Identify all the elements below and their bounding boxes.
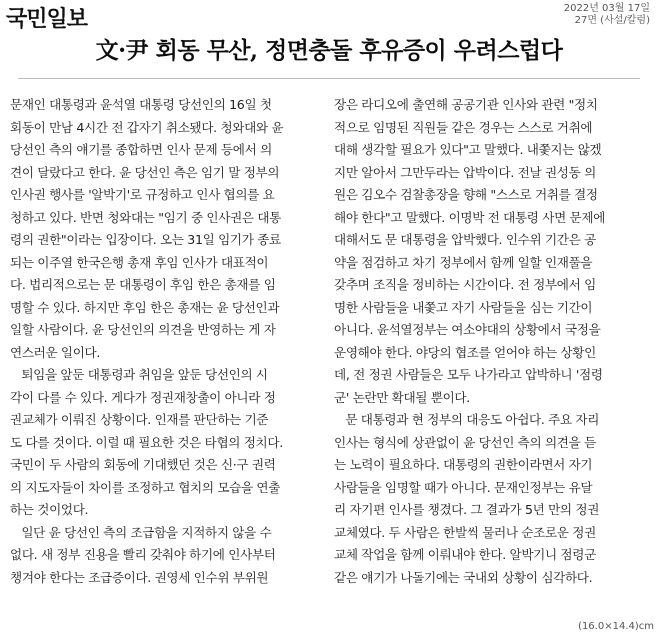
text-line: 군' 논란만 확대될 뿐이다. (334, 389, 470, 405)
text-line: 권교체가 이뤄진 상황이다. 인재를 판단하는 기준 (10, 412, 269, 427)
text-line: 는 노력이 필요하다. 대통령의 권한이라면서 자기 (334, 457, 593, 472)
text-line: 견이 달랐다고 한다. 윤 당선인 측은 임기 말 정부의 (10, 164, 280, 180)
text-line: 교체였다. 두 사람은 한발씩 물러나 순조로운 정권 (334, 524, 596, 540)
paragraph (10, 522, 324, 590)
text-line: 사람들을 임명할 때가 아니다. 문재인정부는 유달 (334, 479, 593, 495)
text-line: 적으로 임명된 직원들 같은 경우는 스스로 거취에 (334, 119, 593, 135)
text-line: 인사는 형식에 상관없이 윤 당선인 측의 의견을 듣 (334, 434, 596, 450)
text-line: 대해서도 문 대통령을 압박했다. 인수위 기간은 공 (334, 232, 596, 247)
text-line: 령의 권한"이라는 입장이다. 오는 31일 임기가 종료 (10, 232, 281, 247)
dateline (564, 3, 650, 27)
text-line: 회동이 만남 4시간 전 갑자기 취소됐다. 청와대와 윤 (10, 119, 284, 135)
text-line: 하는 것이었다. (10, 502, 89, 517)
text-line: 데, 전 정권 사람들은 모두 나가라고 압박하니 '점령 (334, 367, 603, 382)
left-column (10, 94, 324, 589)
text-line: 운영해야 한다. 야당의 협조를 얻어야 하는 상황인 (334, 344, 596, 360)
newspaper-masthead: 국민일보 (6, 7, 88, 32)
text-line: 명할 수 있다. 하지만 후임 한은 총재는 윤 당선인과 (10, 299, 280, 315)
text-line: 인사권 행사를 '알박기'로 규정하고 인사 협의를 요 (10, 187, 275, 202)
page-section: 27면 (사설/칼럼) (574, 15, 650, 26)
text-line: 같은 얘기가 나돌기에는 국내외 상황이 심각하다. (334, 569, 593, 585)
paragraph (334, 94, 648, 409)
text-line: 문 대통령과 현 정부의 대응도 아쉽다. 주요 자리 (345, 412, 600, 427)
text-line: 명한 사람들을 내쫓고 자기 사람들을 심는 기간이 (334, 299, 593, 315)
text-line: 갖추며 조직을 정비하는 시간이다. 전 정부에서 임 (334, 277, 596, 292)
paragraph (334, 409, 648, 589)
text-line: 챙겨야 한다는 조급증이다. 권영세 인수위 부위원 (10, 569, 269, 585)
text-line: 아니다. 윤석열정부는 여소야대의 상황에서 국정을 (334, 322, 601, 337)
article-size-note: (16.0×14.4)cm (578, 621, 654, 632)
text-line: 해야 한다"고 말했다. 이명박 전 대통령 사면 문제에 (334, 209, 605, 225)
text-line: 일할 사람이다. 윤 당선인의 의견을 반영하는 게 자 (10, 322, 276, 337)
text-line: 되는 이주열 한국은행 총재 후임 인사가 대표적이 (10, 254, 269, 270)
article-body (10, 94, 648, 589)
text-line: 국민이 두 사람의 회동에 기대했던 것은 신·구 권력 (10, 457, 276, 472)
text-line: 장은 라디오에 출연해 공공기관 인사와 관련 "정치 (334, 97, 598, 112)
text-line: 대해 생각할 필요가 있다"고 말했다. 내쫓지는 않겠 (334, 142, 602, 157)
text-line: 지만 알아서 그만두라는 압박이다. 전날 권성동 의 (334, 164, 596, 180)
text-line: 당선인 측의 얘기를 종합하면 인사 문제 등에서 의 (10, 142, 272, 157)
publication-date: 2022년 03월 17일 (563, 3, 650, 14)
text-line: 의 지도자들이 차이를 조정하고 협치의 모습을 연출 (10, 479, 281, 495)
editorial-headline: 文·尹 회동 무산, 정면충돌 후유증이 우려스럽다 (95, 37, 563, 64)
right-column (334, 94, 648, 589)
text-line: 다. 법리적으로는 문 대통령이 후임 한은 총재를 임 (10, 277, 276, 292)
text-line: 리 자기편 인사를 챙겼다. 그 결과가 5년 만의 정권 (334, 502, 600, 517)
text-line: 문재인 대통령과 윤석열 대통령 당선인의 16일 첫 (10, 97, 272, 112)
paragraph (10, 364, 324, 522)
text-line: 일단 윤 당선인 측의 조급함을 지적하지 않을 수 (21, 524, 272, 540)
text-line: 청하고 있다. 반면 청와대는 "임기 중 인사권은 대통 (10, 209, 281, 225)
text-line: 각이 다를 수 있다. 게다가 정권재창출이 아니라 정 (10, 389, 276, 405)
text-line: 약을 점검하고 차기 정부에서 함께 일할 인재풀을 (334, 254, 593, 270)
text-line: 연스러운 일이다. (10, 344, 101, 360)
text-line: 도 다를 것이다. 이럴 때 필요한 것은 타협의 정치다. (10, 434, 283, 450)
text-line: 교체 작업을 함께 이뤄내야 한다. 알박기니 점령군 (334, 547, 596, 562)
text-line: 원은 김오수 검찰총장을 향해 "스스로 거취를 결정 (334, 187, 598, 202)
paragraph (10, 94, 324, 364)
headline-divider (18, 78, 640, 79)
text-line: 없다. 새 정부 진용을 빨리 갖춰야 하기에 인사부터 (10, 547, 276, 562)
text-line: 퇴임을 앞둔 대통령과 취임을 앞둔 당선인의 시 (21, 367, 268, 382)
